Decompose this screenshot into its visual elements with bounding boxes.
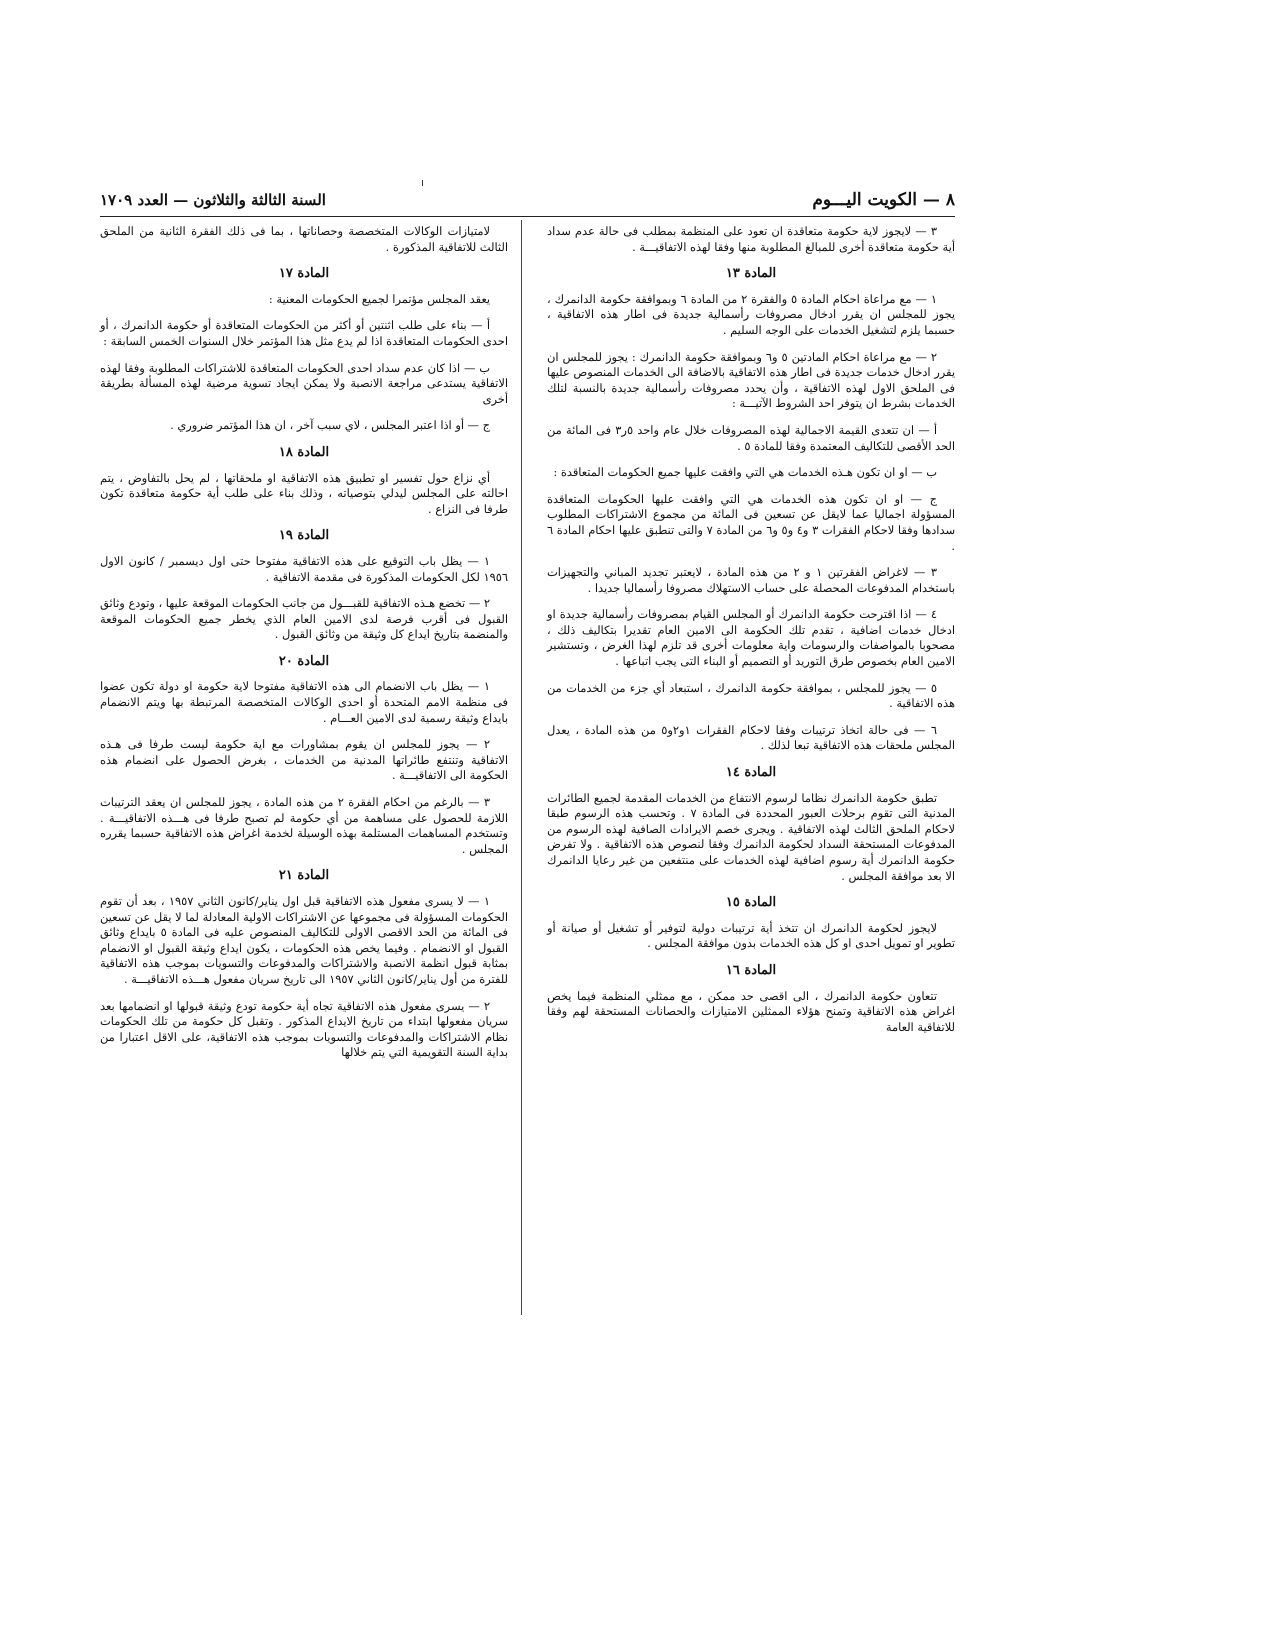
article-heading: المادة ١٧ <box>278 266 330 282</box>
article-heading: المادة ١٨ <box>278 444 330 460</box>
paragraph: ١ — لا يسرى مفعول هذه الاتفاقية قبل اول يناير/كانون الثاني ١٩٥٧ ، بعد أن تقوم الحكومات المسؤولة فى مجموعها عن الاشتراكات الاولية المعادلة لما لا يقل عن تسعين فى المائة من الحد الاقصى الاولى للتكاليف المنصوص عليه فى المادة ٥ بايداع وثائق القبول او الانضمام . وفيما يخص هذه الحكومات ، يكون ايداع وثيقة القبول او الانضمام بمثابة قبول انظمة الانصبة والاشتراكات والمدفوعات والتسويات بموجب هذه الاتفاقية للفترة من أول يناير/كانون الثاني ١٩٥٧ الى تاريخ سريان مفعول هـــذه الاتفاقيـــة . <box>100 894 508 986</box>
paragraph: ١ — يظل باب التوقيع على هذه الاتفاقية مفتوحا حتى اول ديسمبر / كانون الاول ١٩٥٦ لكل الحكومات المذكورة فى مقدمة الاتفاقية . <box>100 553 508 584</box>
article-heading: المادة ٢١ <box>278 868 330 884</box>
paragraph: ٦ — فى حالة اتخاذ ترتيبات وفقا لاحكام الفقرات ١و٢و٥ من هذه المادة ، يعدل المجلس ملحقات هذه الاتفاقية تبعا لذلك . <box>547 722 955 753</box>
left-column <box>100 224 508 1072</box>
paragraph: أي نزاع حول تفسير او تطبيق هذه الاتفاقية او ملحقاتها ، لم يحل بالتفاوض ، يتم احالته على المجلس ليدلي بتوصياته ، وذلك بناء على طلب أية حكومة متعاقدة تكون طرفا فى النزاع . <box>100 470 508 516</box>
paragraph: ٢ — تخضع هـذه الاتفاقية للقبـــول من جانب الحكومات الموقعة عليها ، وتودع وثائق القبول فى أقرب فرصة لدى الامين العام الذي يخطر جميع الحكومات الموقعة والمنضمة بتاريخ ايداع كل وثيقة من وثائق القبول . <box>100 596 508 642</box>
header-issue: السنة الثالثة والثلاثون — العدد ١٧٠٩ <box>100 191 326 209</box>
page-header <box>100 188 955 212</box>
paragraph: ج — او ان تكون هذه الخدمات هي التي وافقت عليها الحكومات المتعاقدة المسؤولة اجماليا عما لايقل عن تسعين فى المائة من مجموع الاشتراكات المطلوب سدادها وفقا لاحكام الفقرات ٣ و٤ و٥ و٦ من المادة ٧ والتى تنطبق عليها احكام المادة ٦ . <box>547 491 955 553</box>
paragraph: تتعاون حكومة الدانمرك ، الى اقصى حد ممكن ، مع ممثلي المنظمة فيما يخص اغراض هذه الاتفاقية وتمنح هؤلاء الممثلين الامتيازات والحصانات المستحقة لهم وفقا للاتفاقية العامة <box>547 988 955 1034</box>
article-heading: المادة ٢٠ <box>278 653 330 669</box>
paragraph: أ — ان تتعدى القيمة الاجمالية لهذه المصروفات خلال عام واحد ٥ر٣ فى المائة من الحد الأقصى للتكاليف المعتمدة وفقا للمادة ٥ . <box>547 422 955 453</box>
paragraph: ٢ — يسرى مفعول هذه الاتفاقية تجاه أية حكومة تودع وثيقة قبولها او انضمامها بعد سريان مفعولها ابتداء من تاريخ الايداع المذكور . وتقبل كل حكومة من تلك الحكومات نظام الاشتراكات والمدفوعات والتسويات بموجب هذه الاتفاقية، على الاقل اعتبارا من بداية السنة التقويمية التي يتم خلالها <box>100 998 508 1060</box>
paragraph: ١ — يظل باب الانضمام الى هذه الاتفاقية مفتوحا لاية حكومة او دولة تكون عضوا فى منظمة الامم المتحدة أو احدى الوكالات المتخصصة المرتبطة بها ويتم الانضمام بايداع وثيقة رسمية لدى الامين العـــام . <box>100 679 508 725</box>
paragraph: لايجوز لحكومة الدانمرك ان تتخذ أية ترتيبات دولية لتوفير أو تشغيل أو صيانة أو تطوير او تمويل احدى او كل هذه الخدمات بدون موافقة المجلس . <box>547 920 955 951</box>
paragraph: ٢ — يجوز للمجلس ان يقوم بمشاورات مع اية حكومة ليست طرفا فى هـذه الاتفاقية وتنتفع طائراتها المدنية من الخدمات ، بغرض الحصول على انضمام هذه الحكومة الى الاتفاقيـــة . <box>100 737 508 783</box>
paragraph: ب — اذا كان عدم سداد احدى الحكومات المتعاقدة للاشتراكات المطلوبة وفقا لهذه الاتفاقية يستدعى مراجعة الانصبة ولا يمكن ايجاد تسوية مرضية لهذه المسألة بطريقة أخرى <box>100 360 508 406</box>
paragraph: تطبق حكومة الدانمرك نظاما لرسوم الانتفاع من الخدمات المقدمة لجميع الطائرات المدنية التى تقوم برحلات العبور المحددة فى المادة ٧ . وتحسب هذه الرسوم طبقا لاحكام الملحق الثالث لهذه الاتفاقية . ويجرى خصم الايرادات الصافية لهذه الرسوم من المدفوعات المستحقة السداد لحكومة الدانمرك وفقا لنصوص هذه الاتفاقية . ولا تفرض حكومة الدانمرك أية رسوم اضافية لهذه الخدمات على منتفعين من غير رعايا الدانمرك الا بعد موافقة المجلس . <box>547 790 955 883</box>
paragraph: ١ — مع مراعاة احكام المادة ٥ والفقرة ٢ من المادة ٦ وبموافقة حكومة الدانمرك ، يجوز للمجلس ان يقرر ادخال مصروفات رأسمالية جديدة فى اطار هذه الاتفاقية ، حسبما يلزم لتشغيل الخدمات على الوجه السليم . <box>547 291 955 337</box>
article-heading: المادة ١٣ <box>725 266 777 282</box>
paragraph: أ — بناء على طلب اثنتين أو أكثر من الحكومات المتعاقدة أو حكومة الدانمرك ، أو احدى الحكومات المتعاقدة اذا لم يدع مثل هذا المؤتمر خلال السنوات الخمس السابقة : <box>100 318 508 348</box>
paragraph: ٣ — لايجوز لاية حكومة متعاقدة ان تعود على المنظمة بمطلب فى حالة عدم سداد أية حكومة متعاقدة أخرى للمبالغ المطلوبة منها وفقا لهذه الاتفاقيـــة . <box>547 224 955 254</box>
header-title: ٨ — الكويت اليـــوم <box>812 190 955 210</box>
paragraph: ٤ — اذا اقترحت حكومة الدانمرك أو المجلس القيام بمصروفات رأسمالية جديدة او ادخال خدمات اضافية ، تقدم تلك الحكومة الى الامين العام تقديرا بتكاليف ذلك ، مصحوبا بالمواصفات والرسومات واية معلومات أخرى قد تلزم لهذا الغرض ، وتستشير الامين العام بخصوص طرق التوريد أو التصميم أو البناء التى يجب اتباعها . <box>547 607 955 669</box>
paragraph: ٢ — مع مراعاة احكام المادتين ٥ و٦ وبموافقة حكومة الدانمرك : يجوز للمجلس ان يقرر ادخال خدمات جديدة فى اطار هذه الاتفاقية بالاضافة الى الخدمات المنصوص عليها فى الملحق الاول لهذه الاتفاقية ، وأن يحدد مصروفات رأسمالية جديدة بالنسبة لتلك الخدمات بشرط ان يتوفر احد الشروط الآتيـــة : <box>547 349 955 411</box>
header-rule <box>100 216 955 217</box>
paragraph: ب — او ان تكون هـذه الخدمات هي التي وافقت عليها جميع الحكومات المتعاقدة : <box>553 465 937 480</box>
article-heading: المادة ١٤ <box>725 765 777 781</box>
article-heading: المادة ١٥ <box>725 895 777 911</box>
paragraph: لامتيازات الوكالات المتخصصة وحصاناتها ، بما فى ذلك الفقرة الثانية من الملحق الثالث للاتفاقية المذكورة . <box>100 224 508 254</box>
top-tick-mark <box>422 180 423 186</box>
article-heading: المادة ١٦ <box>725 962 777 978</box>
right-column <box>547 224 955 1046</box>
article-heading: المادة ١٩ <box>278 528 330 544</box>
column-divider <box>521 220 522 1315</box>
paragraph: ٥ — يجوز للمجلس ، بموافقة حكومة الدانمرك ، استبعاد أي جزء من الخدمات من هذه الاتفاقية . <box>547 680 955 711</box>
paragraph: يعقد المجلس مؤتمرا لجميع الحكومات المعنية : <box>268 291 490 306</box>
gazette-page <box>100 180 955 1315</box>
paragraph: ٣ — بالرغم من احكام الفقرة ٢ من هذه المادة ، يجوز للمجلس ان يعقد الترتيبات اللازمة للحصول على مساهمة من أي حكومة لم تصبح طرفا فى هـــذه الاتفاقيـــة . وتستخدم المساهمات المستلمة بهذه الوسيلة لخدمة اغراض هذه الاتفاقية حسبما يقرره المجلس . <box>100 795 508 856</box>
paragraph: ٣ — لاغراض الفقرتين ١ و ٢ من هذه المادة ، لايعتبر تجديد المباني والتجهيزات باستخدام المدفوعات المحصلة على حساب الاستهلاك مصروفا رأسماليا جديدا . <box>547 565 955 595</box>
paragraph: ج — أو اذا اعتبر المجلس ، لاي سبب آخر ، ان هذا المؤتمر ضروري . <box>170 418 490 433</box>
